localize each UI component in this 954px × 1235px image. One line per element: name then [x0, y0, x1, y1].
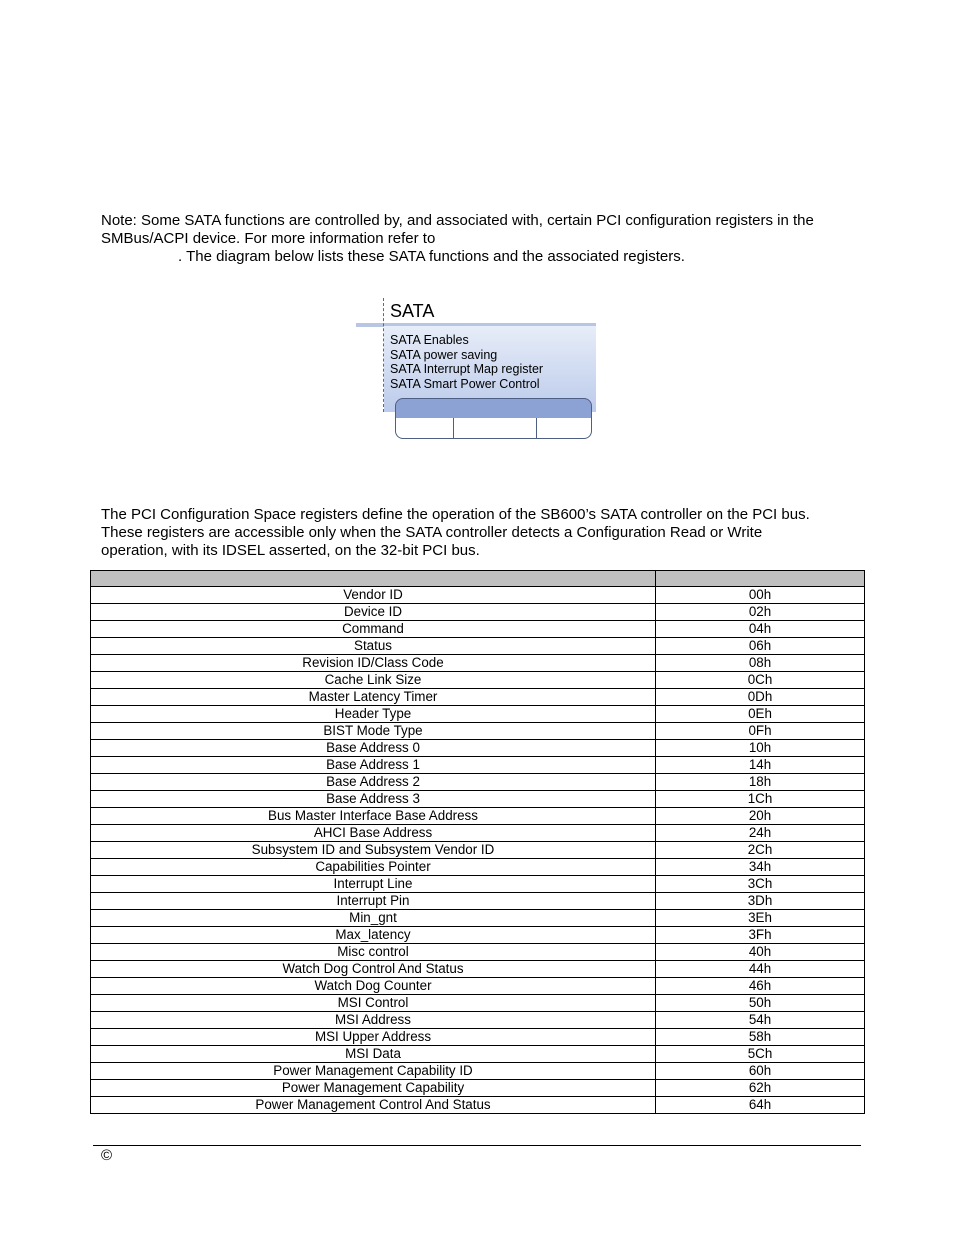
- register-name-cell: Base Address 3: [91, 791, 656, 808]
- register-name-cell: Watch Dog Counter: [91, 978, 656, 995]
- register-offset-cell: 50h: [656, 995, 865, 1012]
- register-name-cell: Device ID: [91, 604, 656, 621]
- register-offset-cell: 08h: [656, 655, 865, 672]
- register-offset-cell: 2Ch: [656, 842, 865, 859]
- diagram-item-list: [390, 333, 543, 392]
- table-row: [91, 1097, 865, 1114]
- register-offset-cell: 24h: [656, 825, 865, 842]
- diagram-tab-cell: [396, 418, 454, 438]
- sata-diagram: [356, 298, 598, 444]
- register-offset-cell: 0Dh: [656, 689, 865, 706]
- register-name-cell: Power Management Control And Status: [91, 1097, 656, 1114]
- footer-divider: [93, 1145, 861, 1146]
- register-offset-cell: 10h: [656, 740, 865, 757]
- diagram-tab-header: [395, 398, 592, 420]
- table-row: [91, 791, 865, 808]
- register-offset-cell: 18h: [656, 774, 865, 791]
- table-row: [91, 604, 865, 621]
- register-offset-cell: 64h: [656, 1097, 865, 1114]
- table-row: [91, 672, 865, 689]
- intro-line-2: These registers are accessible only when the SATA controller detects a Configuration Read or Write: [101, 524, 763, 541]
- register-name-cell: Interrupt Line: [91, 876, 656, 893]
- diagram-item: SATA Enables: [390, 333, 469, 347]
- note-line-2: SMBus/ACPI device. For more information refer to: [101, 230, 436, 247]
- register-name-cell: Min_gnt: [91, 910, 656, 927]
- register-offset-cell: 04h: [656, 621, 865, 638]
- register-name-cell: Bus Master Interface Base Address: [91, 808, 656, 825]
- register-offset-cell: 0Eh: [656, 706, 865, 723]
- register-name-cell: MSI Control: [91, 995, 656, 1012]
- register-name-cell: Base Address 2: [91, 774, 656, 791]
- table-row: [91, 621, 865, 638]
- intro-line-3: operation, with its IDSEL asserted, on the 32-bit PCI bus.: [101, 542, 480, 559]
- register-name-cell: Capabilities Pointer: [91, 859, 656, 876]
- table-row: [91, 706, 865, 723]
- register-offset-cell: 3Fh: [656, 927, 865, 944]
- register-name-cell: Misc control: [91, 944, 656, 961]
- diagram-item: SATA power saving: [390, 347, 498, 362]
- register-offset-cell: 60h: [656, 1063, 865, 1080]
- note-line-3: . The diagram below lists these SATA functions and the associated registers.: [178, 248, 685, 265]
- register-offset-cell: 00h: [656, 587, 865, 604]
- table-header-row: [91, 571, 865, 587]
- register-name-cell: Max_latency: [91, 927, 656, 944]
- register-offset-cell: 0Ch: [656, 672, 865, 689]
- table-row: [91, 961, 865, 978]
- table-row: [91, 978, 865, 995]
- register-name-cell: Revision ID/Class Code: [91, 655, 656, 672]
- register-name-cell: MSI Address: [91, 1012, 656, 1029]
- register-offset-cell: 14h: [656, 757, 865, 774]
- table-row: [91, 1063, 865, 1080]
- table-row: [91, 893, 865, 910]
- table-row: [91, 638, 865, 655]
- diagram-item: SATA Smart Power Control: [390, 377, 540, 392]
- footer-copyright: ©: [101, 1147, 113, 1164]
- register-name-cell: Status: [91, 638, 656, 655]
- register-offset-cell: 1Ch: [656, 791, 865, 808]
- register-name-cell: Base Address 0: [91, 740, 656, 757]
- register-name-cell: Command: [91, 621, 656, 638]
- register-name-cell: AHCI Base Address: [91, 825, 656, 842]
- register-name-cell: Watch Dog Control And Status: [91, 961, 656, 978]
- table-row: [91, 1080, 865, 1097]
- register-offset-cell: 5Ch: [656, 1046, 865, 1063]
- diagram-tab-cell: [537, 418, 591, 438]
- register-name-cell: Power Management Capability: [91, 1080, 656, 1097]
- header-offset: [656, 571, 865, 587]
- register-name-cell: Vendor ID: [91, 587, 656, 604]
- table-row: [91, 723, 865, 740]
- table-row: [91, 876, 865, 893]
- table-row: [91, 1046, 865, 1063]
- register-offset-cell: 3Ch: [656, 876, 865, 893]
- table-row: [91, 1029, 865, 1046]
- register-offset-cell: 20h: [656, 808, 865, 825]
- register-table: [90, 570, 865, 1114]
- register-offset-cell: 40h: [656, 944, 865, 961]
- table-row: [91, 808, 865, 825]
- register-offset-cell: 06h: [656, 638, 865, 655]
- table-row: [91, 825, 865, 842]
- register-name-cell: Cache Link Size: [91, 672, 656, 689]
- register-offset-cell: 44h: [656, 961, 865, 978]
- register-name-cell: Base Address 1: [91, 757, 656, 774]
- table-row: [91, 842, 865, 859]
- table-row: [91, 995, 865, 1012]
- register-name-cell: BIST Mode Type: [91, 723, 656, 740]
- table-row: [91, 859, 865, 876]
- header-register-name: [91, 571, 656, 587]
- diagram-item: SATA Interrupt Map register: [390, 362, 544, 377]
- table-row: [91, 655, 865, 672]
- note-paragraph: [101, 212, 871, 266]
- diagram-tab-cell: [454, 418, 537, 438]
- table-row: [91, 774, 865, 791]
- table-row: [91, 740, 865, 757]
- register-name-cell: Subsystem ID and Subsystem Vendor ID: [91, 842, 656, 859]
- register-offset-cell: 3Eh: [656, 910, 865, 927]
- diagram-dashed-line: [383, 298, 384, 412]
- register-offset-cell: 0Fh: [656, 723, 865, 740]
- register-offset-cell: 46h: [656, 978, 865, 995]
- register-offset-cell: 3Dh: [656, 893, 865, 910]
- table-row: [91, 587, 865, 604]
- diagram-tab-cells: [395, 418, 592, 439]
- register-table-body: [91, 587, 865, 1114]
- table-row: [91, 757, 865, 774]
- register-name-cell: Master Latency Timer: [91, 689, 656, 706]
- register-offset-cell: 58h: [656, 1029, 865, 1046]
- table-row: [91, 689, 865, 706]
- table-row: [91, 927, 865, 944]
- intro-paragraph: [101, 506, 871, 560]
- note-line-1: Note: Some SATA functions are controlled by, and associated with, certain PCI configuration registers in the: [101, 212, 814, 229]
- register-name-cell: Power Management Capability ID: [91, 1063, 656, 1080]
- table-row: [91, 910, 865, 927]
- diagram-title: SATA: [390, 301, 435, 321]
- register-offset-cell: 34h: [656, 859, 865, 876]
- register-name-cell: Header Type: [91, 706, 656, 723]
- table-row: [91, 944, 865, 961]
- register-offset-cell: 02h: [656, 604, 865, 621]
- register-name-cell: MSI Upper Address: [91, 1029, 656, 1046]
- intro-line-1: The PCI Configuration Space registers define the operation of the SB600’s SATA controller on the PCI bus.: [101, 506, 810, 523]
- register-offset-cell: 54h: [656, 1012, 865, 1029]
- register-name-cell: MSI Data: [91, 1046, 656, 1063]
- register-offset-cell: 62h: [656, 1080, 865, 1097]
- table-row: [91, 1012, 865, 1029]
- register-name-cell: Interrupt Pin: [91, 893, 656, 910]
